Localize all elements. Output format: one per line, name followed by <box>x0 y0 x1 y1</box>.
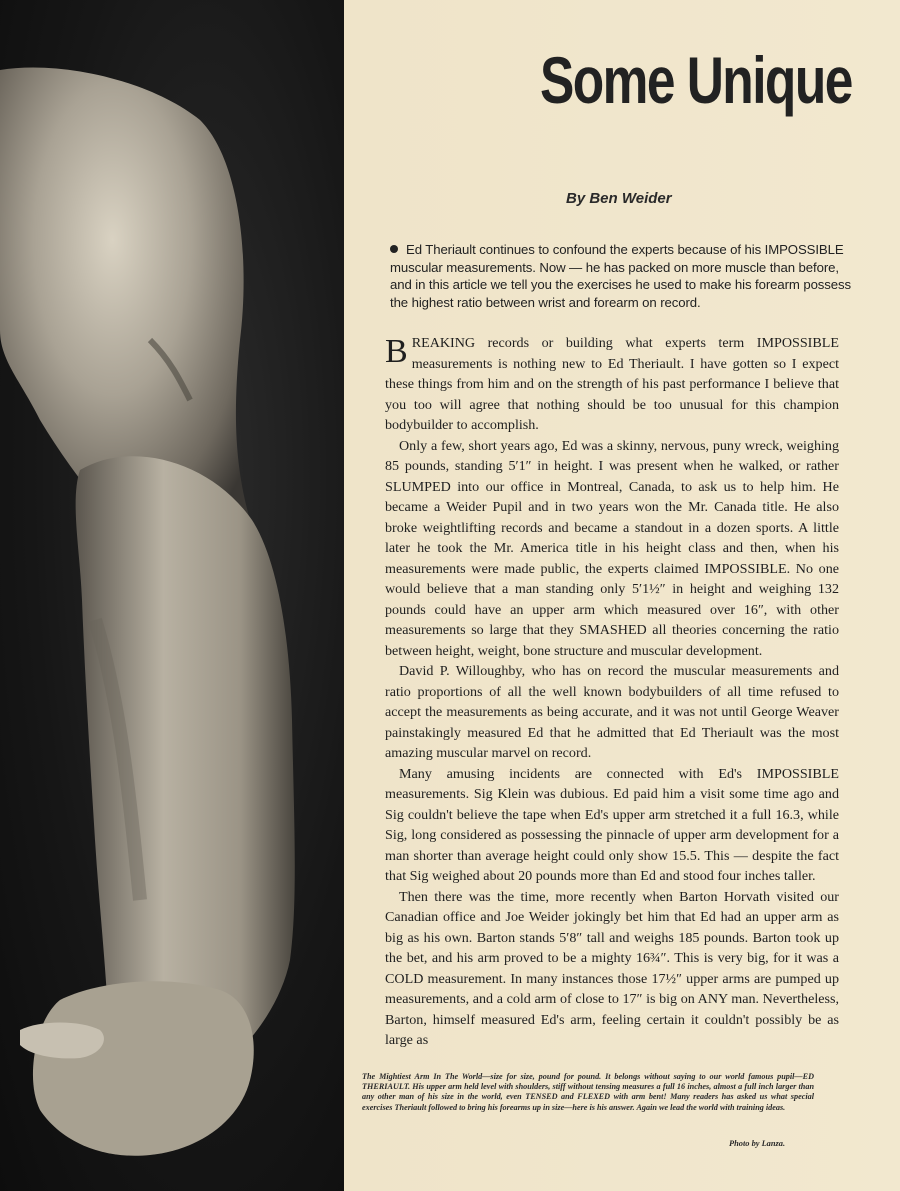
body-paragraph: BREAKING records or building what experts term IMPOSSIBLE measurements is nothing new to Ed Theriault. I have gotten so I expect these things from him and on the strength of his past performance I believe that you too will agree that nothing should be too unusual for this champion bodybuilder to accomplish. <box>385 333 839 433</box>
photo-caption: The Mightiest Arm In The World—size for size, pound for pound. It belongs without saying to our world famous pupil—ED THERIAULT. His upper arm held level with shoulders, stiff without tensing measures a full 16 inches, almost a full inch larger than any other man of his size in the world, even TENSED and FLEXED with arm bent! Many readers has asked us what special exercises Theriault followed to bring his forearms up in size—here is his answer. Again we lead the world with training ideas. <box>362 1072 814 1112</box>
article-headline: Some Unique <box>540 43 852 117</box>
article-body <box>385 333 839 1051</box>
thumb-shape <box>20 1023 104 1059</box>
body-paragraph: Then there was the time, more recently when Barton Horvath visited our Canadian office and Joe Weider jokingly bet him that Ed had an upper arm as big as his own. Barton stands 5′8″ tall and weighs 185 pounds. Barton took up the bet, and his arm proved to be a mighty 16¾″. This is very big, for it was a COLD measurement. In many instances those 17½″ upper arms are pumped up measurements, and a cold arm of close to 17″ is big on ANY man. Nevertheless, Barton, himself measured Ed's arm, feeling certain it couldn't possibly be as large as <box>385 888 839 1048</box>
arm-photo-illustration <box>0 0 344 1191</box>
photo-credit: Photo by Lanza. <box>729 1139 786 1148</box>
article-byline: By Ben Weider <box>566 190 672 207</box>
arm-photograph <box>0 0 344 1191</box>
body-paragraph: Many amusing incidents are connected with Ed's IMPOSSIBLE measurements. Sig Klein was dubious. Ed paid him a visit some time ago and Sig couldn't believe the tape when Ed's upper arm stretched it a full 16.3, while Sig, long considered as possessing the pinnacle of upper arm development for a man shorter than average height could only show 15.5. This — despite the fact that Sig weighed about 20 pounds more than Ed and stood four inches taller. <box>385 765 839 884</box>
body-paragraph: David P. Willoughby, who has on record the muscular measurements and ratio proportions of all the well known bodybuilders of all time refused to accept the measurements as being accurate, and it was not until George Weaver painstakingly measured Ed that he admitted that Ed Theriault was the most amazing muscular marvel on record. <box>385 663 839 761</box>
body-paragraph: Only a few, short years ago, Ed was a skinny, nervous, puny wreck, weighing 85 pounds, standing 5′1″ in height. I was present when he walked, or rather SLUMPED into our office in Montreal, Canada, to ask us to help him. He became a Weider Pupil and in two years won the Mr. Canada title. He also broke weightlifting records and became a standout in a dozen sports. A little later he took the Mr. America title in his height class and then, when his measurements were made public, the experts claimed IMPOSSIBLE. No one would believe that a man standing only 5′1½″ in height and weighing 132 pounds could have an upper arm which measured over 16″, with other measurements so large that they SMASHED all theories concerning the ratio between height, weight, bone structure and muscular development. <box>385 437 839 659</box>
drop-cap: B <box>385 333 408 370</box>
fist-shape <box>33 981 254 1155</box>
article-intro <box>390 241 860 311</box>
bullet-icon <box>390 245 398 253</box>
intro-text: Ed Theriault continues to confound the experts because of his IMPOSSIBLE muscular measurements. Now — he has packed on more muscle than before, and in this article we tell you the exercises he used to make his forearm possess the highest ratio between wrist and forearm on record. <box>390 242 852 310</box>
